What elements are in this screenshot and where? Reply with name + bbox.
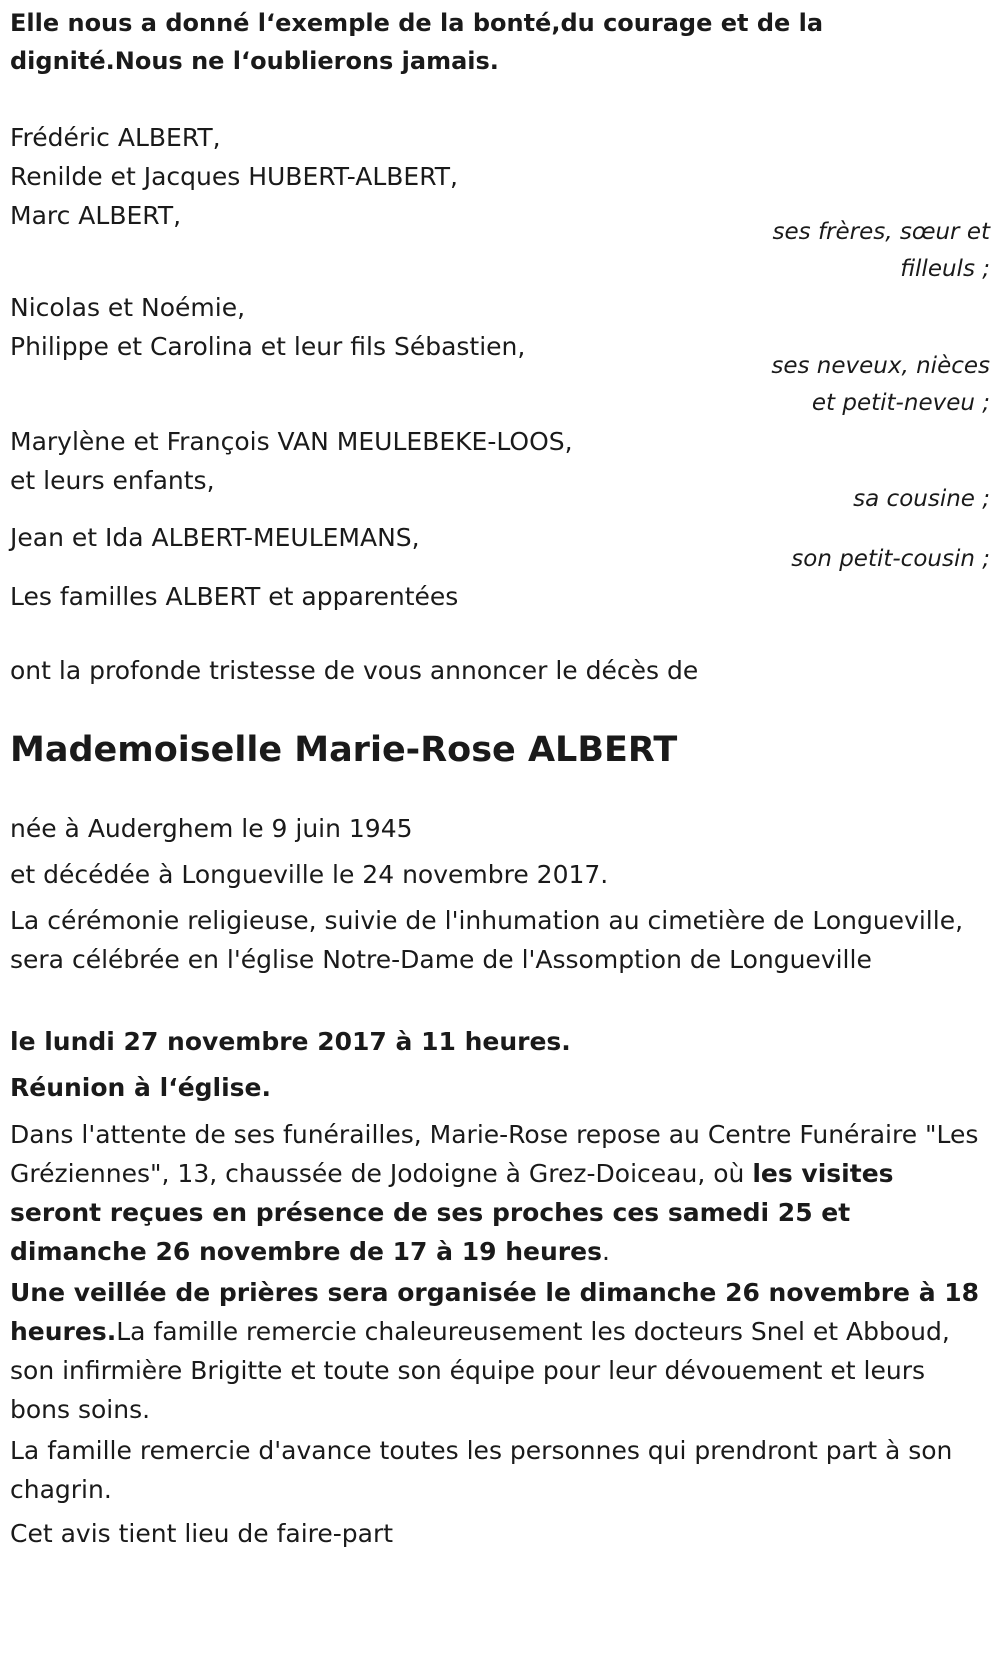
vigil-paragraph [10, 1273, 990, 1429]
family-line: Nicolas et Noémie, [10, 293, 246, 322]
family-group-second-cousin: Jean et Ida ALBERT-MEULEMANS, [10, 523, 420, 552]
closing-line: Cet avis tient lieu de faire-part [10, 1519, 394, 1548]
repose-end: . [601, 1237, 610, 1266]
role-nephews [690, 348, 990, 422]
role-cousin: sa cousine ; [853, 486, 990, 512]
death-line: et décédée à Longueville le 24 novembre 2017. [10, 860, 609, 889]
vigil-info: Une veillée de prières sera organisée le dimanche 26 novembre à 18 heures. [10, 1278, 980, 1346]
deceased-name: Mademoiselle Marie-Rose ALBERT [10, 730, 678, 770]
family-line: Frédéric ALBERT, [10, 123, 221, 152]
role-line: et petit-neveu ; [811, 390, 990, 416]
family-group-families: Les familles ALBERT et apparentées [10, 582, 459, 611]
role-siblings [690, 214, 990, 288]
family-line: Marc ALBERT, [10, 201, 182, 230]
role-line: filleuls ; [900, 256, 990, 282]
thanks-doctors: La famille remercie chaleureusement les docteurs Snel et Abboud, son infirmière Brigitte et toute son équipe pour leur dévouement et leurs bons soins. [10, 1317, 950, 1424]
meeting-place: Réunion à l‘église. [10, 1073, 272, 1102]
role-line: ses neveux, nièces [771, 353, 990, 379]
birth-line: née à Auderghem le 9 juin 1945 [10, 814, 413, 843]
family-line: Renilde et Jacques HUBERT-ALBERT, [10, 162, 458, 191]
family-line: et leurs enfants, [10, 466, 215, 495]
ceremony-date: le lundi 27 novembre 2017 à 11 heures. [10, 1027, 571, 1056]
thanks-paragraph: La famille remercie d'avance toutes les personnes qui prendront part à son chagrin. [10, 1436, 953, 1504]
announcement: ont la profonde tristesse de vous annoncer le décès de [10, 656, 699, 685]
ceremony-text: La cérémonie religieuse, suivie de l'inhumation au cimetière de Longueville, sera célébrée en l'église Notre-Dame de l'Assomption de Longueville [10, 906, 964, 974]
role-second-cousin: son petit-cousin ; [791, 546, 990, 572]
motto: Elle nous a donné l‘exemple de la bonté,du courage et de la dignité.Nous ne l‘oublierons jamais. [10, 9, 824, 75]
family-line: Philippe et Carolina et leur fils Sébastien, [10, 332, 526, 361]
repose-paragraph [10, 1115, 990, 1271]
family-line: Marylène et François VAN MEULEBEKE-LOOS, [10, 427, 573, 456]
visits-info: les visites seront reçues en présence de ses proches ces samedi 25 et dimanche 26 novembre de 17 à 19 heures [10, 1159, 894, 1266]
repose-intro: Dans l'attente de ses funérailles, Marie-Rose repose au Centre Funéraire "Les Gréziennes", 13, chaussée de Jodoigne à Grez-Doiceau, où [10, 1120, 979, 1188]
role-line: ses frères, sœur et [772, 219, 990, 245]
